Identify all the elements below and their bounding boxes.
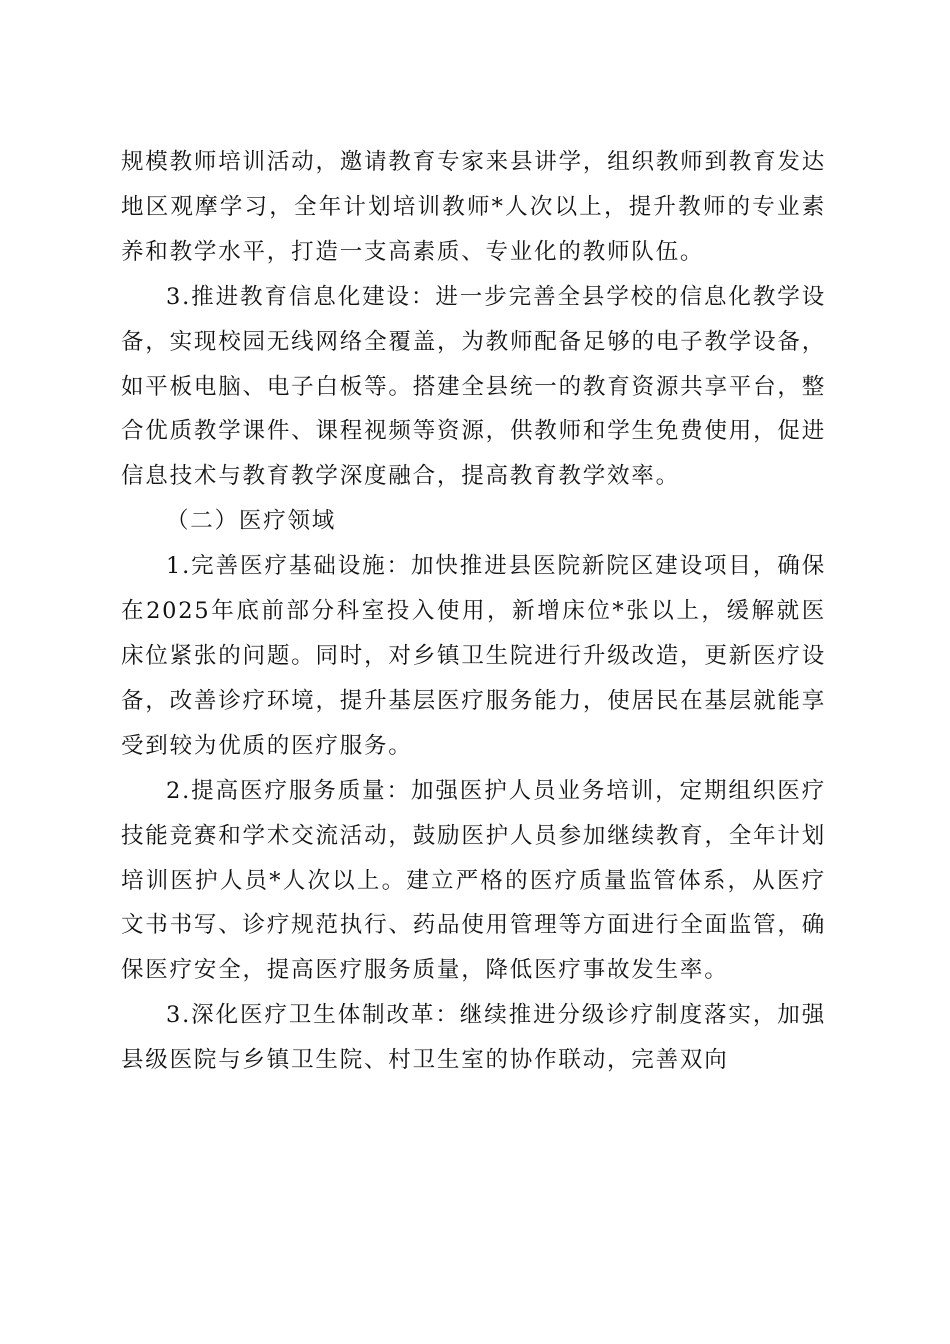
document-body bbox=[121, 140, 826, 1083]
section-heading-medical: （二）医疗领域 bbox=[166, 508, 337, 535]
paragraph-medical-infrastructure: 1.完善医疗基础设施：加快推进县医院新院区建设项目，确保在2025年底前部分科室投入使用，新增床位*张以上，缓解就医床位紧张的问题。同时，对乡镇卫生院进行升级改造，更新医疗设备，改善诊疗环境，提升基层医疗服务能力，使居民在基层就能享受到较为优质的医疗服务。 bbox=[121, 553, 826, 759]
paragraph-medical-service-quality: 2.提高医疗服务质量：加强医护人员业务培训，定期组织医疗技能竞赛和学术交流活动，鼓励医护人员参加继续教育，全年计划培训医护人员*人次以上。建立严格的医疗质量监管体系，从医疗文书书写、诊疗规范执行、药品使用管理等方面进行全面监管，确保医疗安全，提高医疗服务质量，降低医疗事故发生率。 bbox=[121, 777, 826, 984]
paragraph-medical-reform: 3.深化医疗卫生体制改革：继续推进分级诊疗制度落实，加强县级医院与乡镇卫生院、村卫生室的协作联动，完善双向 bbox=[121, 1002, 826, 1074]
paragraph-teacher-training-continued: 规模教师培训活动，邀请教育专家来县讲学，组织教师到教育发达地区观摩学习，全年计划培训教师*人次以上，提升教师的专业素养和教学水平，打造一支高素质、专业化的教师队伍。 bbox=[121, 149, 826, 265]
paragraph-education-informatization: 3.推进教育信息化建设：进一步完善全县学校的信息化教学设备，实现校园无线网络全覆盖，为教师配备足够的电子教学设备，如平板电脑、电子白板等。搭建全县统一的教育资源共享平台，整合优质教学课件、课程视频等资源，供教师和学生免费使用，促进信息技术与教育教学深度融合，提高教育教学效率。 bbox=[121, 283, 826, 490]
